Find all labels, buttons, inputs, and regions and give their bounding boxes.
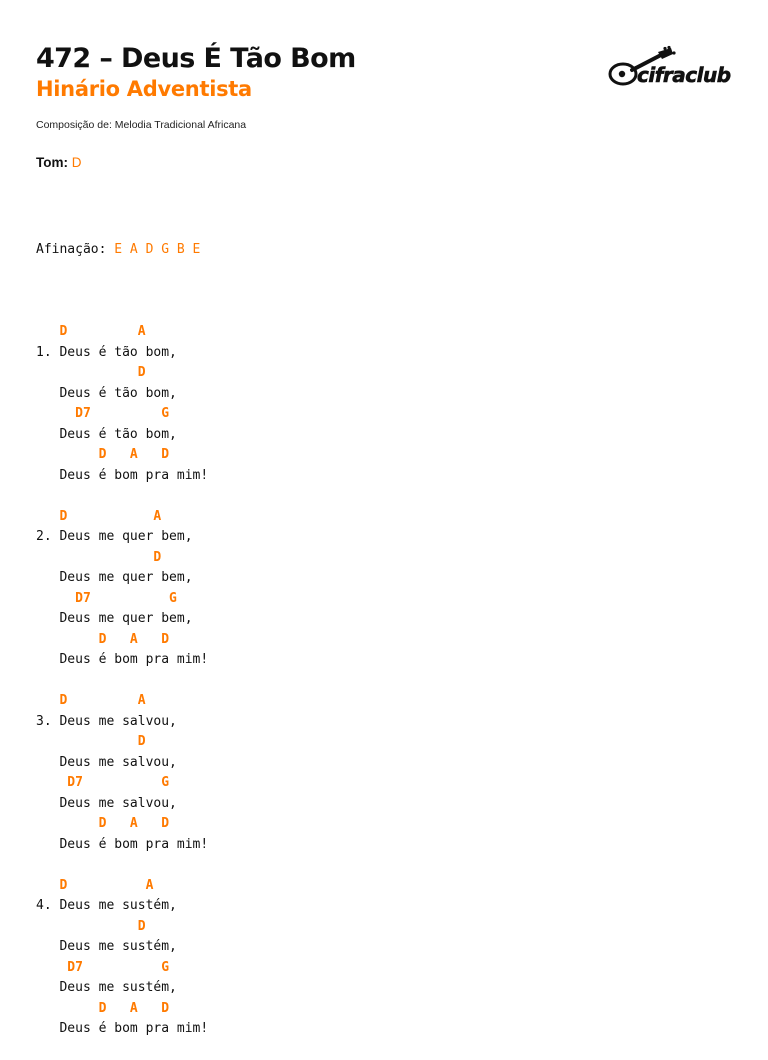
chord-line[interactable]: D A (36, 508, 162, 524)
lyric-line: 1. Deus é tão bom, (36, 344, 177, 360)
lyric-line: 4. Deus me sustém, (36, 898, 177, 913)
lyric-line: Deus me salvou, (36, 754, 177, 770)
chord-line[interactable]: D7 G (36, 590, 177, 606)
lyric-line: 3. Deus me salvou, (36, 713, 177, 729)
tuning-value[interactable]: E A D G B E (114, 242, 201, 257)
cifraclub-logo[interactable] (603, 46, 731, 92)
chord-line[interactable]: D A (36, 877, 154, 893)
chord-line[interactable]: D7 G (36, 959, 170, 975)
tuning-label: Afinação: (36, 242, 107, 257)
blank-line (36, 486, 208, 507)
lyric-line: 2. Deus me quer bem, (36, 529, 193, 544)
lyric-line: Deus é bom pra mim! (36, 1021, 209, 1036)
lyric-line: Deus é tão bom, (36, 426, 177, 442)
key-label: Tom: (36, 155, 68, 170)
chord-line[interactable]: D A D (36, 1000, 170, 1016)
chord-line[interactable]: D7 G (36, 775, 170, 790)
lyric-line: Deus é bom pra mim! (36, 467, 209, 483)
chord-line[interactable]: D (36, 549, 162, 565)
lyric-line: Deus me sustém, (36, 939, 177, 954)
lyric-line: Deus é bom pra mim! (36, 652, 209, 667)
key-value[interactable]: D (71, 155, 82, 170)
artist-name[interactable]: Hinário Adventista (36, 77, 252, 101)
lyric-line: Deus é bom pra mim! (36, 836, 209, 852)
lyric-line: Deus me sustém, (36, 980, 177, 995)
song-key (36, 155, 82, 170)
lyric-line: Deus me quer bem, (36, 611, 193, 626)
lyric-line: Deus me salvou, (36, 795, 177, 811)
blank-line (36, 302, 208, 323)
chord-line[interactable]: D (36, 365, 146, 380)
chord-sheet (36, 199, 208, 1060)
lyric-line: Deus me quer bem, (36, 570, 193, 585)
chord-line[interactable]: D A D (36, 447, 170, 462)
lyric-line: Deus é tão bom, (36, 385, 177, 401)
song-title: 472 – Deus É Tão Bom (36, 43, 356, 74)
chord-line[interactable]: D A (36, 693, 146, 708)
chord-line[interactable]: D (36, 734, 146, 749)
chord-line[interactable]: D (36, 918, 146, 934)
logo-wordmark: cifraclub (637, 63, 731, 87)
chord-line[interactable]: D A (36, 324, 146, 339)
composer-credit: Composição de: Melodia Tradicional Africana (36, 119, 247, 131)
tuning-line (36, 240, 208, 261)
chord-line[interactable]: D A D (36, 631, 170, 647)
blank-line (36, 855, 208, 876)
chord-line[interactable]: D A D (36, 816, 170, 831)
chord-line[interactable]: D7 G (36, 406, 170, 421)
blank-line (36, 671, 208, 692)
